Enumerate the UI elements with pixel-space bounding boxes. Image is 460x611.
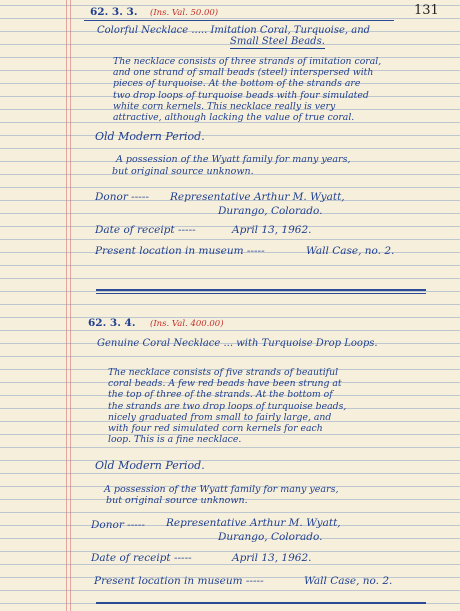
entry-title-continued: Small Steel Beads. — [230, 36, 325, 47]
receipt-label: Date of receipt ----- — [95, 224, 196, 236]
possession-note: A possession of the Wyatt family for many years, — [104, 484, 339, 495]
entry-title: Genuine Coral Necklace ... with Turquoise Drop Loops. — [97, 338, 378, 349]
possession-note: A possession of the Wyatt family for many years, — [116, 154, 351, 165]
entry-period: Old Modern Period. — [95, 459, 205, 472]
donor-name: Representative Arthur M. Wyatt, — [166, 517, 341, 529]
receipt-label: Date of receipt ----- — [91, 552, 192, 564]
entry-header-rule — [84, 20, 394, 21]
donor-name: Representative Arthur M. Wyatt, — [170, 191, 345, 203]
insurance-value: (Ins. Val. 400.00) — [150, 319, 224, 329]
entry-description: The necklace consists of five strands of beautiful coral beads. A few red beads have been strung at the top of three of the strands. At the bottom of the strands are two drop loops of turquoise beads, nicely graduated from small to fairly large, and with four red simulated corn kernels for each loop. This is a fine necklace. — [108, 367, 347, 446]
donor-label: Donor ----- — [91, 519, 145, 531]
entry-period: Old Modern Period. — [95, 130, 205, 143]
left-margin-line-2 — [70, 0, 71, 611]
entry-title: Colorful Necklace ..... Imitation Coral, Turquoise, and — [97, 25, 371, 36]
left-margin-line — [66, 0, 67, 611]
catalog-number: 62. 3. 4. — [88, 317, 136, 329]
entry-description: The necklace consists of three strands of imitation coral, and one strand of small beads (steel) interspersed with pieces of turquoise. At the bottom of the strands are two drop loops of turquoise beads with four simulated white corn kernels. This necklace really is very attractive, although lacking the value of true coral. — [113, 56, 382, 124]
possession-note-continued: but original source unknown. — [112, 166, 254, 177]
donor-city: Durango, Colorado. — [218, 205, 323, 217]
location-label: Present location in museum ----- — [94, 575, 264, 587]
bottom-divider — [96, 602, 426, 604]
catalog-number: 62. 3. 3. — [90, 6, 138, 18]
section-divider-thin — [96, 293, 426, 294]
location-value: Wall Case, no. 2. — [304, 575, 393, 587]
receipt-date: April 13, 1962. — [232, 552, 312, 564]
insurance-value: (Ins. Val. 50.00) — [150, 8, 219, 18]
receipt-date: April 13, 1962. — [232, 224, 312, 236]
donor-label: Donor ----- — [95, 191, 149, 203]
page-number: 131 — [414, 3, 439, 18]
location-value: Wall Case, no. 2. — [306, 245, 395, 257]
location-label: Present location in museum ----- — [95, 245, 265, 257]
donor-city: Durango, Colorado. — [218, 531, 323, 543]
possession-note-continued: but original source unknown. — [106, 495, 248, 506]
section-divider — [96, 289, 426, 291]
